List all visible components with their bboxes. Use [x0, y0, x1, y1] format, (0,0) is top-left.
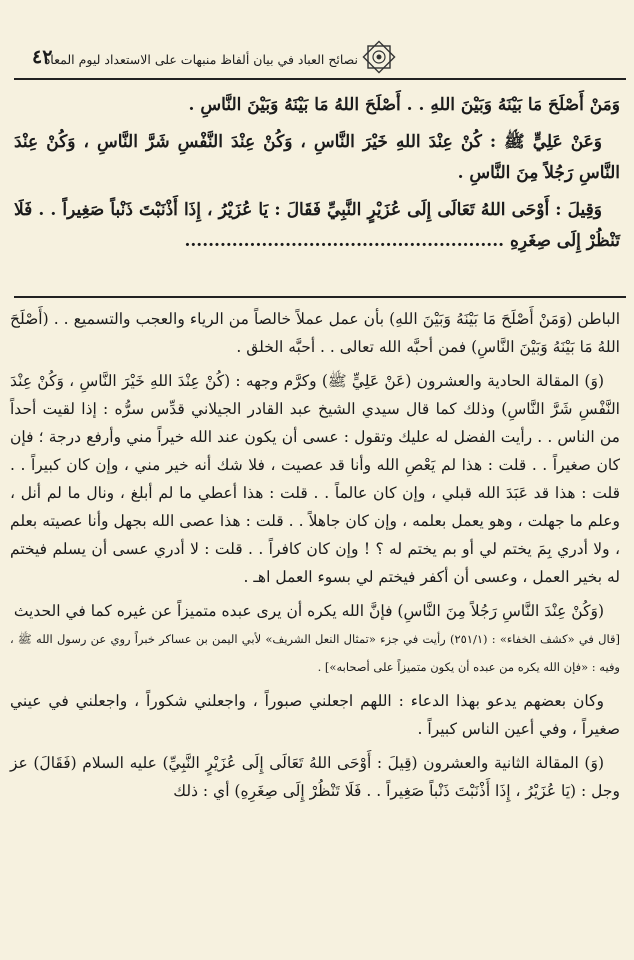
commentary-paragraph: الباطن (وَمَنْ أَصْلَحَ مَا بَيْنَهُ وَبَيْنَ اللهِ) بأن عمل عملاً خالصاً من الرياء والعجب والتسميع . . (أَصْلَحَ اللهُ مَا بَيْنَهُ وَبَيْنَ النَّاسِ) فمن أحبَّه الله تعالى . . أحبَّه الخلق . — [10, 310, 620, 356]
commentary-paragraph: (وَ) المقالة الحادية والعشرون (عَنْ عَلِيٍّ ﷺ) وكرَّم وجهه : (كُنْ عِنْدَ اللهِ خَيْرَ النَّاسِ ، وَكُنْ عِنْدَ النَّفْسِ شَرَّ النَّاسِ) وذلك كما قال سيدي الشيخ عبد القادر الجيلاني قدِّس سرُّه : إذا لقيت أحداً من الناس . . رأيت الفضل له عليك وتقول : عسى أن يكون عند الله خيراً مني وأرفع درجة ؛ فإن كان صغيراً . . قلت : هذا لم يَعْصِ الله وأنا قد عصيت ، فلا شك أنه خير مني ، وإن كان كبيراً . . قلت : هذا قد عَبَدَ الله قبلي ، وإن كان عالماً . . قلت : هذا أعطي ما لم أبلغ ، ونال ما لم أنل ، وعلم ما جهلت ، وهو يعمل بعلمه ، وإن كان جاهلاً . . قلت : هذا عصى الله بجهل وأنا عصيته بعلم ، ولا أدري بِمَ يختم لي أو بم يختم له ؟ ! وإن كان كافراً . . قلت : لا أدري عسى أن يسلم فيختم له بخير العمل ، وعسى أن أكفر فيختم لي بسوء العمل اهـ . — [10, 372, 620, 586]
commentary-paragraph: (وَكُنْ عِنْدَ النَّاسِ رَجُلاً مِنَ النَّاسِ) فإنَّ الله يكره أن يرى عبده متميزاً عن غيره كما في الحديث — [13, 602, 604, 620]
page-number: ٤٢ — [32, 46, 53, 68]
matn-paragraph: وَمَنْ أَصْلَحَ مَا بَيْنَهُ وَبَيْنَ اللهِ . . أَصْلَحَ اللهُ مَا بَيْنَهُ وَبَيْنَ النَّاسِ . — [188, 95, 620, 115]
matn-paragraph: وَقِيلَ : أَوْحَى اللهُ تَعَالَى إِلَى عُزَيْرٍ النَّبِيِّ فَقَالَ : يَا عُزَيْرُ ، إِذَا أَذْنَبْتَ ذَنْباً صَغِيراً . . فَلَا تَنْظُرْ إِلَى صِغَرِهِ ...................................................... — [14, 200, 620, 251]
commentary-paragraph: (وَ) المقالة الثانية والعشرون (قِيلَ : أَوْحَى اللهُ تَعَالَى إِلَى عُزَيْرٍ النَّبِيِّ) عليه السلام (فَقَالَ) عز وجل : (يَا عُزَيْرُ ، إِذَا أَذْنَبْتَ ذَنْباً صَغِيراً . . فَلَا تَنْظُرْ إِلَى صِغَرِهِ) أي : ذلك — [10, 754, 620, 800]
section-divider — [14, 296, 626, 298]
main-text — [14, 90, 620, 257]
page-header — [14, 40, 626, 80]
matn-paragraph: وَعَنْ عَلِيٍّ ﷺ : كُنْ عِنْدَ اللهِ خَيْرَ النَّاسِ ، وَكُنْ عِنْدَ النَّفْسِ شَرَّ النَّاسِ ، وَكُنْ عِنْدَ النَّاسِ رَجُلاً مِنَ النَّاسِ . — [14, 132, 620, 183]
running-title: نصائح العباد في بيان ألفاظ منبهات على الاستعداد ليوم المعاد — [44, 52, 358, 67]
footnote: [قال في «كشف الخفاء» : (٢٥١/١) رأيت في جزء «تمثال النعل الشريف» لأبي اليمن بن عساكر خبراً روي عن رسول الله ﷺ ، وفيه : «فإن الله يكره من عبده أن يكون متميزاً على أصحابه»] . — [10, 632, 620, 674]
commentary-paragraph: وكان بعضهم يدعو بهذا الدعاء : اللهم اجعلني صبوراً ، واجعلني شكوراً ، واجعلني في عيني صغيراً ، وفي أعين الناس كبيراً . — [10, 692, 620, 738]
commentary-text — [10, 305, 620, 805]
octagonal-star-ornament-icon — [362, 40, 396, 74]
